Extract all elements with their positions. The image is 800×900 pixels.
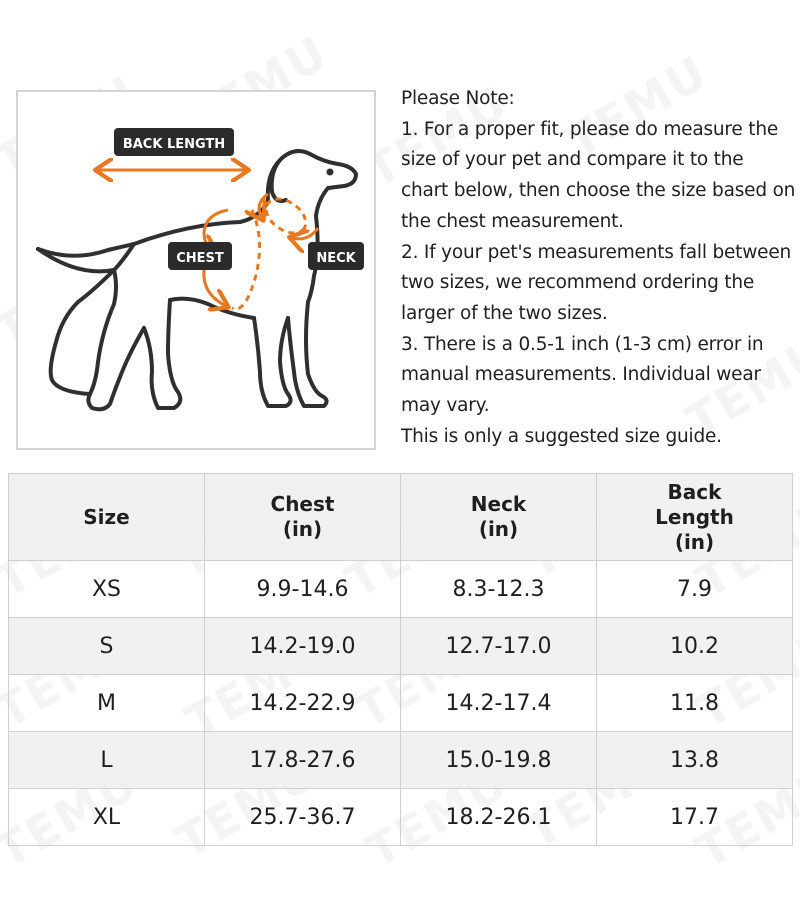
- dog-illustration: [18, 92, 374, 448]
- chest-arrow-bottom: [204, 270, 226, 306]
- cell-chest: 14.2-19.0: [205, 618, 401, 675]
- chest-loop: [232, 210, 260, 309]
- cell-chest: 25.7-36.7: [205, 789, 401, 846]
- cell-chest: 17.8-27.6: [205, 732, 401, 789]
- cell-size: L: [9, 732, 205, 789]
- neck-label: NECK: [316, 251, 356, 266]
- note-item: 3. There is a 0.5-1 inch (1-3 cm) error in manual measurements. Individual wear may vary.: [401, 333, 764, 417]
- chest-label: CHEST: [176, 251, 224, 266]
- table-row: [9, 789, 793, 846]
- cell-neck: 8.3-12.3: [401, 561, 597, 618]
- dog-outline: [38, 151, 356, 409]
- note-item: 2. If your pet's measurements fall between two sizes, we recommend ordering the larger of the two sizes.: [401, 241, 792, 324]
- dog-measurement-diagram: [16, 90, 376, 450]
- cell-neck: 18.2-26.1: [401, 789, 597, 846]
- header-neck: Neck (in): [401, 474, 597, 561]
- cell-size: M: [9, 675, 205, 732]
- cell-back-length: 13.8: [597, 732, 793, 789]
- cell-back-length: 17.7: [597, 789, 793, 846]
- cell-chest: 9.9-14.6: [205, 561, 401, 618]
- cell-neck: 12.7-17.0: [401, 618, 597, 675]
- cell-back-length: 7.9: [597, 561, 793, 618]
- header-size: Size: [9, 474, 205, 561]
- table-row: [9, 618, 793, 675]
- size-note: [401, 84, 796, 452]
- cell-size: S: [9, 618, 205, 675]
- cell-size: XL: [9, 789, 205, 846]
- note-heading: Please Note:: [401, 88, 515, 109]
- note-footer: This is only a suggested size guide.: [401, 425, 722, 447]
- note-item: 1. For a proper fit, please do measure the size of your pet and compare it to the chart below, then choose the size based on the chest measurement.: [401, 118, 796, 232]
- table-header-row: [9, 474, 793, 561]
- table-row: [9, 732, 793, 789]
- cell-neck: 14.2-17.4: [401, 675, 597, 732]
- cell-neck: 15.0-19.8: [401, 732, 597, 789]
- cell-size: XS: [9, 561, 205, 618]
- size-table: [8, 473, 793, 846]
- table-row: [9, 675, 793, 732]
- header-chest: Chest (in): [205, 474, 401, 561]
- header-back-length: Back Length (in): [597, 474, 793, 561]
- cell-back-length: 10.2: [597, 618, 793, 675]
- back-length-label: BACK LENGTH: [122, 137, 226, 152]
- cell-chest: 14.2-22.9: [205, 675, 401, 732]
- table-row: [9, 561, 793, 618]
- cell-back-length: 11.8: [597, 675, 793, 732]
